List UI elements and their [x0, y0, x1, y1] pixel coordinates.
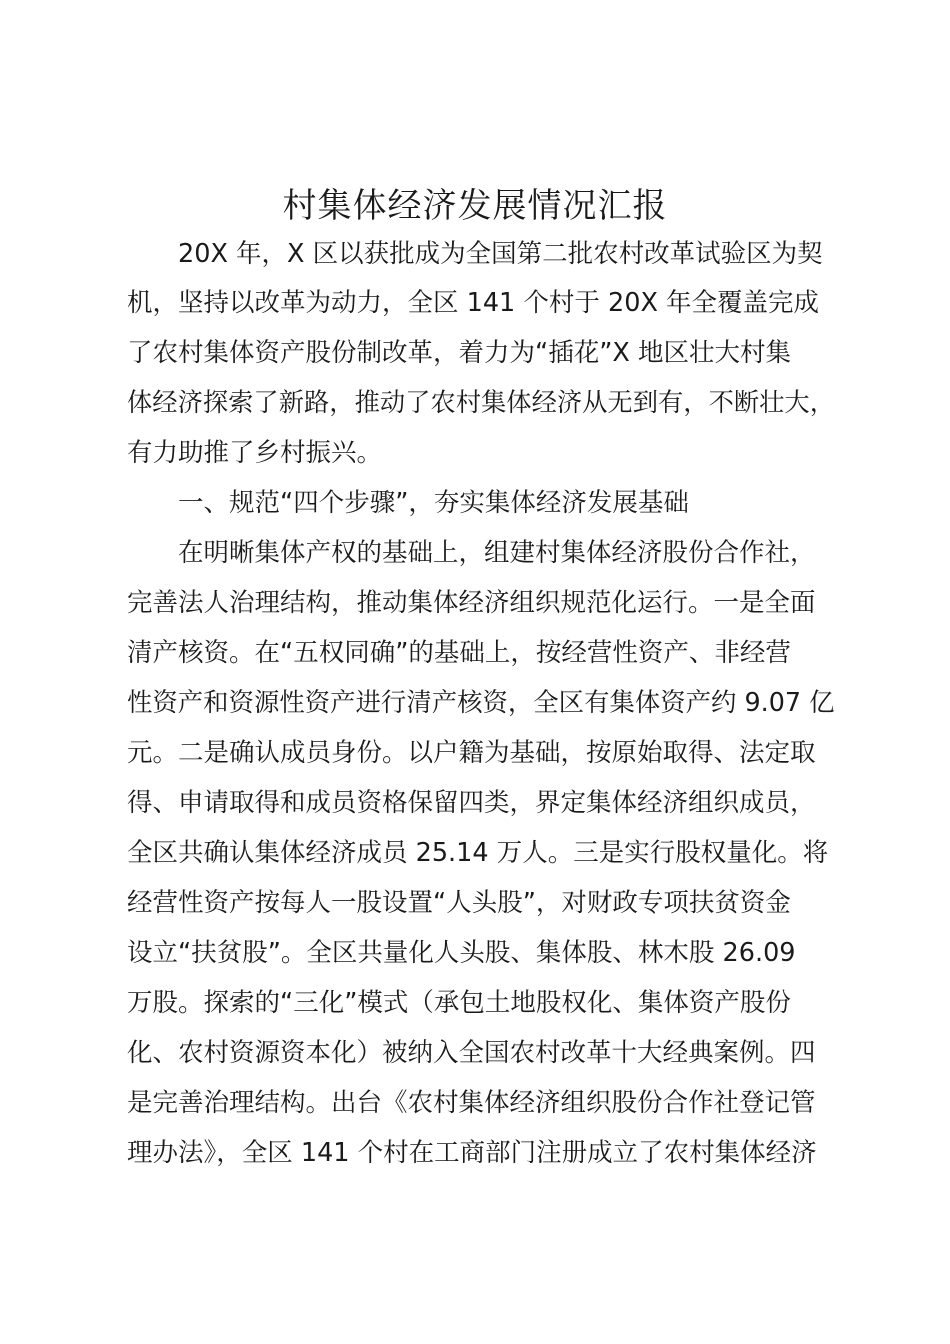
paragraph-line: 化、农村资源资本化）被纳入全国农村改革十大经典案例。四 — [127, 1038, 816, 1068]
paragraph-line: 经营性资产按每人一股设置“人头股”，对财政专项扶贫资金 — [127, 888, 791, 918]
paragraph-line: 体经济探索了新路，推动了农村集体经济从无到有，不断壮大， — [127, 388, 836, 418]
paragraph-line: 性资产和资源性资产进行清产核资，全区有集体资产约 9.07 亿 — [127, 688, 835, 718]
paragraph-line: 设立“扶贫股”。全区共量化人头股、集体股、林木股 26.09 — [127, 938, 796, 968]
paragraph-line: 清产核资。在“五权同确”的基础上，按经营性资产、非经营 — [127, 638, 791, 668]
paragraph-line: 元。二是确认成员身份。以户籍为基础，按原始取得、法定取 — [127, 738, 816, 768]
paragraph-line: 是完善治理结构。出台《农村集体经济组织股份合作社登记管 — [127, 1088, 816, 1118]
paragraph-line: 20X 年，X 区以获批成为全国第二批农村改革试验区为契 — [178, 239, 823, 269]
document-title: 村集体经济发展情况汇报 — [282, 186, 668, 226]
paragraph-line: 理办法》，全区 141 个村在工商部门注册成立了农村集体经济 — [127, 1138, 817, 1168]
paragraph-line: 万股。探索的“三化”模式（承包土地股权化、集体资产股份 — [127, 988, 791, 1018]
paragraph-line: 了农村集体资产股份制改革，着力为“插花”X 地区壮大村集 — [127, 338, 791, 368]
paragraph-line: 在明晰集体产权的基础上，组建村集体经济股份合作社， — [178, 538, 816, 568]
paragraph-line: 有力助推了乡村振兴。 — [127, 438, 383, 468]
paragraph-line: 全区共确认集体经济成员 25.14 万人。三是实行股权量化。将 — [127, 838, 829, 868]
paragraph-line: 得、申请取得和成员资格保留四类，界定集体经济组织成员， — [127, 788, 816, 818]
paragraph-line: 机，坚持以改革为动力，全区 141 个村于 20X 年全覆盖完成 — [127, 288, 820, 318]
section-heading: 一、规范“四个步骤”，夯实集体经济发展基础 — [178, 488, 689, 518]
paragraph-line: 完善法人治理结构，推动集体经济组织规范化运行。一是全面 — [127, 588, 816, 618]
